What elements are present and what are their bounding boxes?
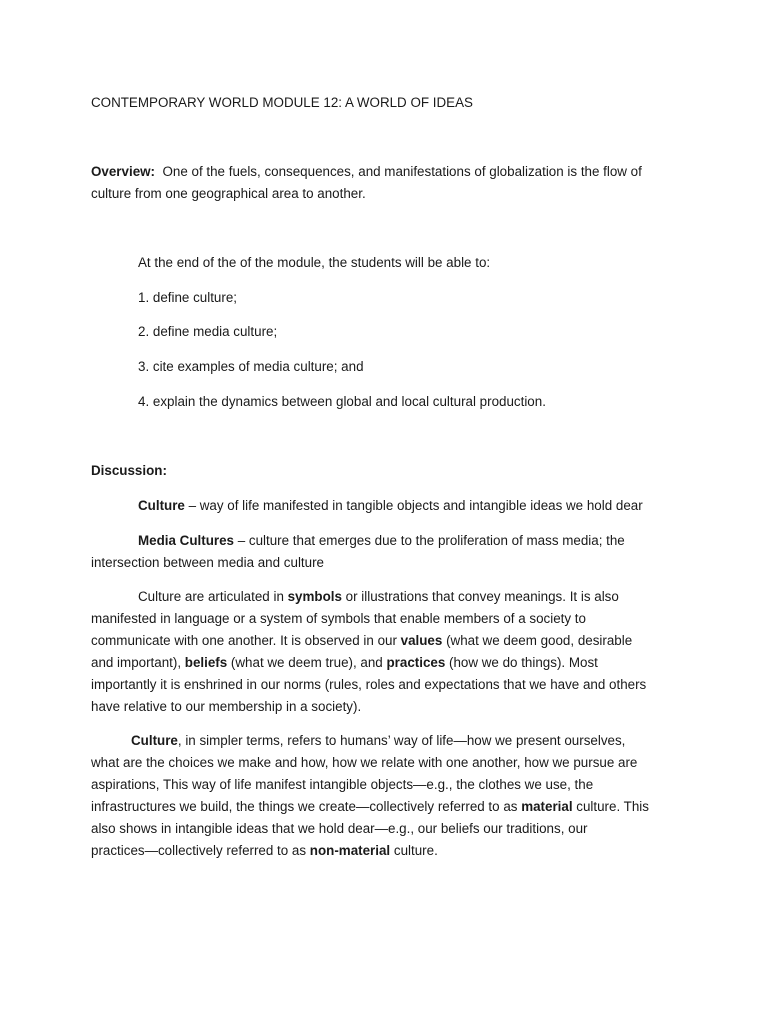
paragraph-1-line-2: manifested in language or a system of symbols that enable members of a society to: [91, 611, 586, 626]
paragraph-1-line-4: and important), beliefs (what we deem true), and practices (how we do things). Most: [91, 655, 598, 670]
paragraph-1-line-1: Culture are articulated in symbols or illustrations that convey meanings. It is also: [138, 589, 619, 604]
overview-label: Overview:: [91, 164, 156, 179]
paragraph-2-line-3: aspirations, This way of life manifest intangible objects—e.g., the clothes we use, the: [91, 777, 594, 792]
paragraph-1-line-6: have relative to our membership in a society).: [91, 699, 362, 714]
paragraph-2-line-4: infrastructures we build, the things we create—collectively referred to as material culture. This: [91, 799, 649, 814]
media-cultures-term: Media Cultures: [138, 533, 234, 548]
media-culture-definition: Media Cultures – culture that emerges due to the proliferation of mass media; the: [138, 533, 625, 548]
objective-item-3: 3. cite examples of media culture; and: [138, 359, 364, 374]
culture-term: Culture: [138, 498, 185, 513]
paragraph-2-line-1: Culture, in simpler terms, refers to humans’ way of life—how we present ourselves,: [131, 733, 626, 748]
culture-definition: Culture – way of life manifested in tangible objects and intangible ideas we hold dear: [138, 498, 643, 513]
overview-line-1: [91, 163, 642, 181]
objective-item-2: 2. define media culture;: [138, 324, 278, 339]
paragraph-2-line-6: practices—collectively referred to as non-material culture.: [91, 843, 438, 858]
objective-item-4: 4. explain the dynamics between global and local cultural production.: [138, 394, 546, 409]
discussion-label: Discussion:: [91, 463, 167, 478]
document-title: CONTEMPORARY WORLD MODULE 12: A WORLD OF IDEAS: [91, 95, 473, 110]
paragraph-2-line-5: also shows in intangible ideas that we hold dear—e.g., our beliefs our traditions, our: [91, 821, 588, 836]
paragraph-1-line-5: importantly it is enshrined in our norms (rules, roles and expectations that we have and others: [91, 677, 647, 692]
objectives-intro: At the end of the of the module, the students will be able to:: [138, 255, 491, 270]
media-culture-definition-cont: intersection between media and culture: [91, 555, 324, 570]
paragraph-1-line-3: communicate with one another. It is observed in our values (what we deem good, desirable: [91, 633, 633, 648]
overview-text-1: One of the fuels, consequences, and manifestations of globalization is the flow of: [162, 164, 642, 179]
paragraph-2-line-2: what are the choices we make and how, how we relate with one another, how we pursue are: [91, 755, 638, 770]
objective-item-1: 1. define culture;: [138, 290, 238, 305]
overview-line-2: culture from one geographical area to another.: [91, 186, 366, 201]
